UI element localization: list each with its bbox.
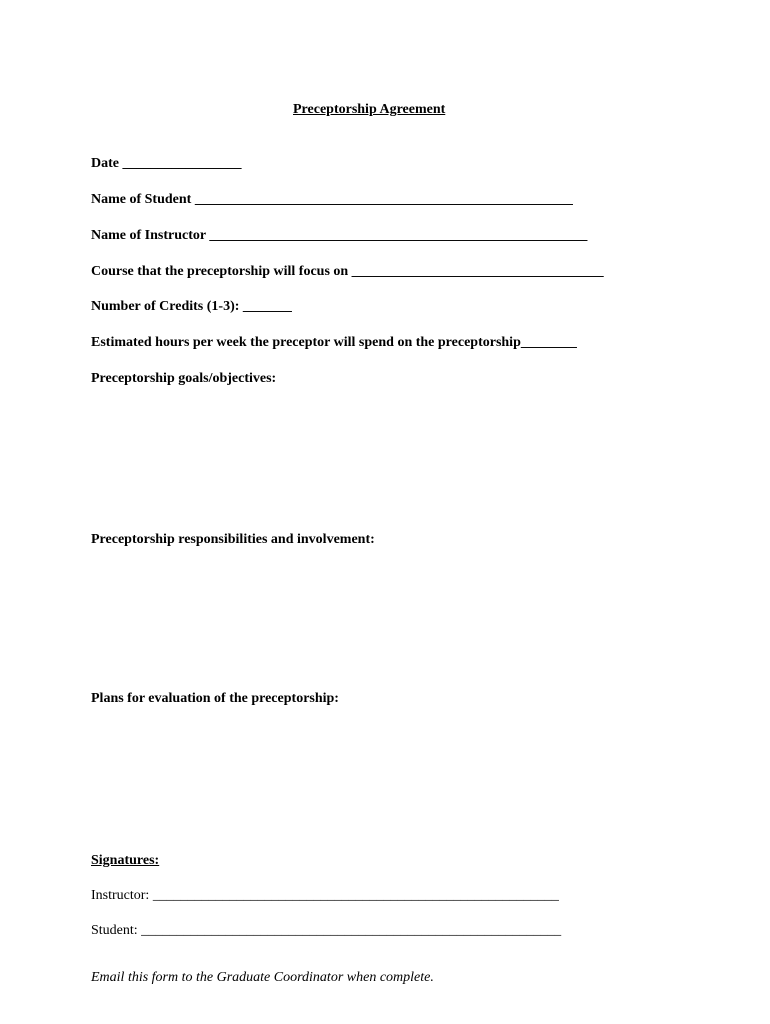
credits-field[interactable]: Number of Credits (1-3): _______ xyxy=(91,299,292,314)
signatures-heading: Signatures: xyxy=(91,853,160,868)
instructor-name-field[interactable]: Name of Instructor ______________________________________________________ xyxy=(91,228,588,243)
date-field[interactable]: Date _________________ xyxy=(91,156,242,171)
course-field[interactable]: Course that the preceptorship will focus on ____________________________________ xyxy=(91,264,604,279)
responsibilities-section-label: Preceptorship responsibilities and involvement: xyxy=(91,532,375,547)
document-title: Preceptorship Agreement xyxy=(293,102,446,117)
instructor-signature-field[interactable]: Instructor: __________________________________________________________ xyxy=(91,888,559,903)
student-signature-field[interactable]: Student: ____________________________________________________________ xyxy=(91,923,562,938)
evaluation-section-label: Plans for evaluation of the preceptorship: xyxy=(91,691,339,706)
student-name-field[interactable]: Name of Student ______________________________________________________ xyxy=(91,192,573,207)
footer-note: Email this form to the Graduate Coordinator when complete. xyxy=(91,970,434,985)
goals-section-label: Preceptorship goals/objectives: xyxy=(91,371,277,386)
hours-field[interactable]: Estimated hours per week the preceptor will spend on the preceptorship________ xyxy=(91,335,577,350)
